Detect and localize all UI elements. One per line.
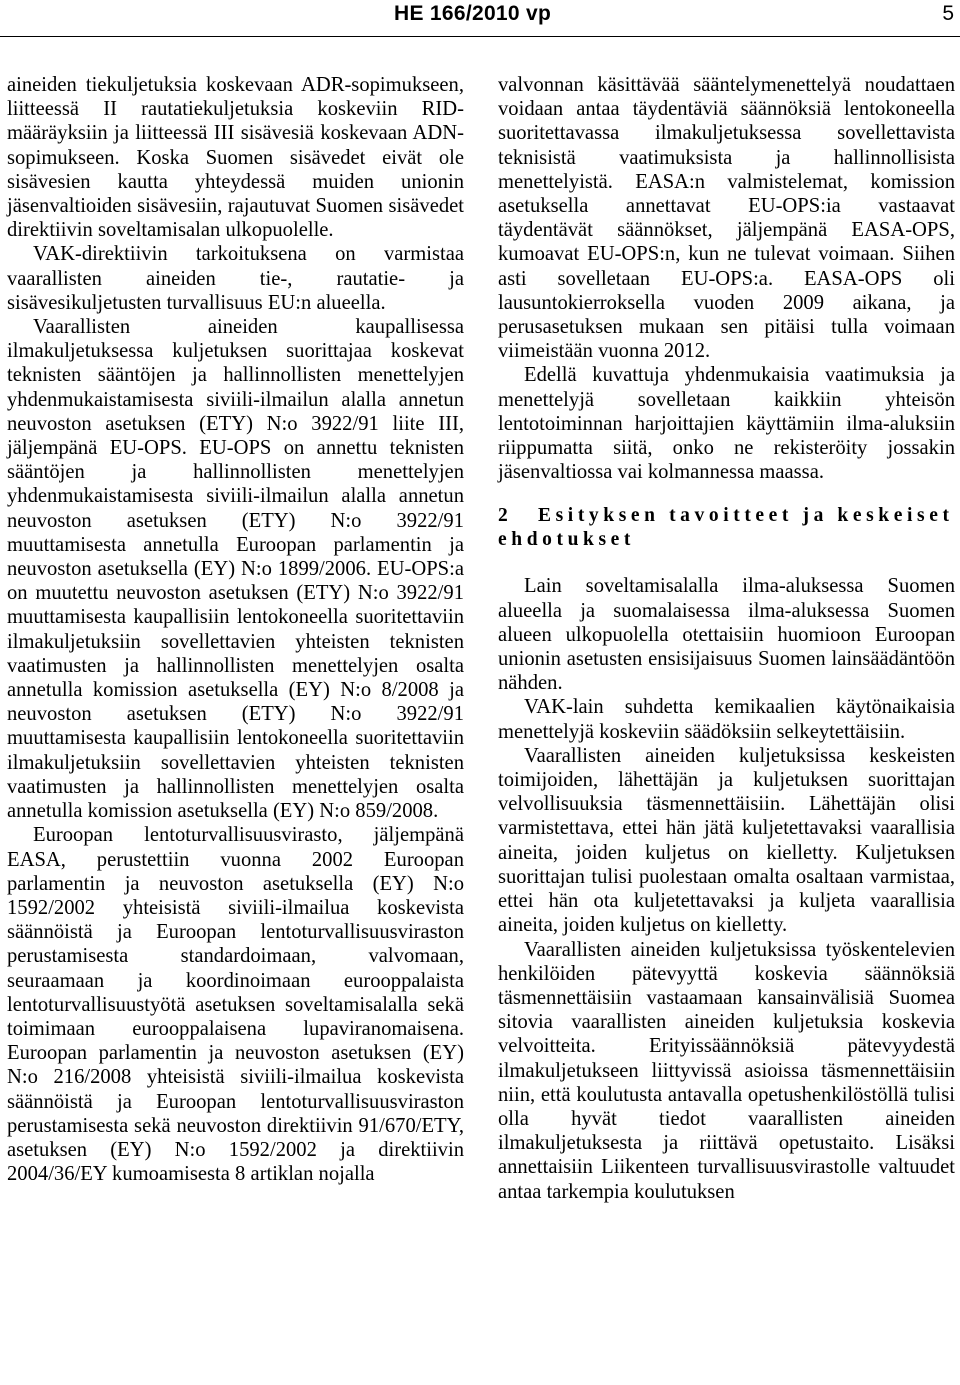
document-id: HE 166/2010 vp <box>394 2 552 25</box>
body-paragraph: aineiden tiekuljetuksia koskevaan ADR-sopimukseen, liitteessä II rautatiekuljetuksia koskeviin RID-määräyksiin ja liitteessä III sisävesiä koskevaan ADN-sopimukseen. Koska Suomen sisävedet eivät ole sisävesien kautta yhteydessä muiden unionin jäsenvaltioiden sisävesiin, rajautuvat Suomen sisävedet direktiivin soveltamisalan ulkopuolelle. <box>7 74 464 242</box>
right-column <box>498 73 955 1204</box>
section-heading <box>498 504 955 552</box>
body-paragraph: Vaarallisten aineiden kaupallisessa ilmakuljetuksessa kuljetuksen suorittajaa koskevat teknisten sääntöjen ja hallinnollisten menettelyjen yhdenmukaistamisesta siviili-ilmailun alalla annetun neuvoston asetuksen (ETY) N:o 3922/91 liite III, jäljempänä EU-OPS. EU-OPS on annettu teknisten sääntöjen ja hallinnollisten menettelyjen yhdenmukaistamisesta siviili-ilmailun alalla annetun neuvoston asetuksen (ETY) N:o 3922/91 muuttamisesta annetulla Euroopan parlamentin ja neuvoston asetuksella (EY) N:o 1899/2006. EU-OPS:a on muutettu neuvoston asetuksen (ETY) N:o 3922/91 muuttamisesta kaupallisiin lentokoneella suoritettaviin ilmakuljetuksiin sovellettavien yhteisten teknisten vaatimusten ja hallinnollisten menettelyjen osalta annetulla komission asetuksella (EY) N:o 8/2008 ja neuvoston asetuksen (ETY) N:o 3922/91 muuttamisesta kaupallisiin lentokoneella suoritettaviin ilmakuljetuksiin sovellettavien yhteisten teknisten vaatimusten ja hallinnollisten menettelyjen osalta annetulla komission asetuksella (EY) N:o 859/2008. <box>7 316 464 823</box>
section-title: Esityksen tavoitteet ja keskeiset ehdotukset <box>498 505 954 551</box>
body-paragraph: valvonnan käsittävää sääntelymenettelyä noudattaen voidaan antaa täydentäviä säännöksiä lentokoneella suoritettavassa ilmakuljetuksessa sovellettavista teknisistä vaatimuksista ja hallinnollisista menettelyistä. EASA:n valmistelemat, komission asetuksella annettavat EU-OPS:ia vastaavat täydentävät säännökset, jäljempänä EASA-OPS, kumoavat EU-OPS:n, kun ne tulevat voimaan. Siihen asti sovelletaan EU-OPS:a. EASA-OPS oli lausuntokierroksella vuoden 2009 aikana, ja perusasetuksen mukaan sen pitäisi tulla voimaan viimeistään vuonna 2012. <box>498 74 955 363</box>
page-number: 5 <box>942 2 954 25</box>
body-paragraph: Euroopan lentoturvallisuusvirasto, jäljempänä EASA, perustettiin vuonna 2002 Euroopan parlamentin ja neuvoston asetuksella (EY) N:o 1592/2002 yhteisistä siviili-ilmailua koskevista säännöistä ja Euroopan lentoturvallisuusviraston perustamisesta standardoimaan, valvomaan, seuraamaan ja koordinoimaan eurooppalaista lentoturvallisuustyötä asetuksen soveltamisalalla sekä toimimaan eurooppalaisena lupaviranomaisena. Euroopan parlamentin ja neuvoston asetuksen (EY) N:o 216/2008 yhteisistä siviili-ilmailua koskevista säännöistä ja Euroopan lentoturvallisuusviraston perustamisesta sekä neuvoston direktiivin 91/670/ETY, asetuksen (EY) N:o 1592/2002 ja direktiivin 2004/36/EY kumoamisesta 8 artiklan nojalla <box>7 824 464 1186</box>
body-paragraph: VAK-lain suhdetta kemikaalien käytönaikaisia menettelyjä koskeviin säädöksiin selkeytettäisiin. <box>498 696 955 743</box>
section-number: 2 <box>498 505 508 527</box>
page-header <box>0 0 960 40</box>
body-paragraph: Vaarallisten aineiden kuljetuksissa työskentelevien henkilöiden pätevyyttä koskevia säännöksiä täsmennettäisiin vastaamaan kansainvälisiä Suomea sitovia vaarallisten aineiden kuljetuksia koskevia velvoitteita. Erityissäännöksiä pätevyydestä ilmakuljetukseen liittyvissä asioissa täsmennettäisiin niin, että koulutusta antavalla opetushenkilöstöllä tulisi olla hyvät tiedot vaarallisten aineiden ilmakuljetuksesta ja riittävä opetustaito. Lisäksi annettaisiin Liikenteen turvallisuusvirastolle valtuudet antaa tarkempia koulutuksen <box>498 938 955 1203</box>
body-paragraph: Lain soveltamisalalla ilma-aluksessa Suomen alueella ja suomalaisessa ilma-aluksessa Suomen alueen ulkopuolella otettaisiin huomioon Euroopan unionin asetusten ensisijaisuus Suomen lainsäädäntöön nähden. <box>498 575 955 695</box>
left-column <box>7 73 464 1186</box>
body-paragraph: Vaarallisten aineiden kuljetuksissa keskeisten toimijoiden, lähettäjän ja kuljetuksen suorittajan velvollisuuksia täsmennettäisiin. Lähettäjän olisi varmistettava, ettei hän jätä kuljetettavaksi vaarallisia aineita, joiden kuljetus on kielletty. Kuljetuksen suorittajan tulisi puolestaan omalta osaltaan varmistaa, ettei hän ota kuljetettavaksi ja kuljeta vaarallisia aineita, joiden kuljetus on kielletty. <box>498 744 955 937</box>
body-paragraph: Edellä kuvattuja yhdenmukaisia vaatimuksia ja menettelyjä sovelletaan kaikkiin yhteisön lentotoiminnan harjoittajien käyttämiin ilma-aluksiin riippumatta siitä, onko ne rekisteröity jossakin jäsenvaltiossa vai kolmannessa maassa. <box>498 364 955 484</box>
header-divider <box>0 36 960 37</box>
body-paragraph: VAK-direktiivin tarkoituksena on varmistaa vaarallisten aineiden tie-, rautatie- ja sisävesikuljetusten turvallisuus EU:n alueella. <box>7 243 464 314</box>
